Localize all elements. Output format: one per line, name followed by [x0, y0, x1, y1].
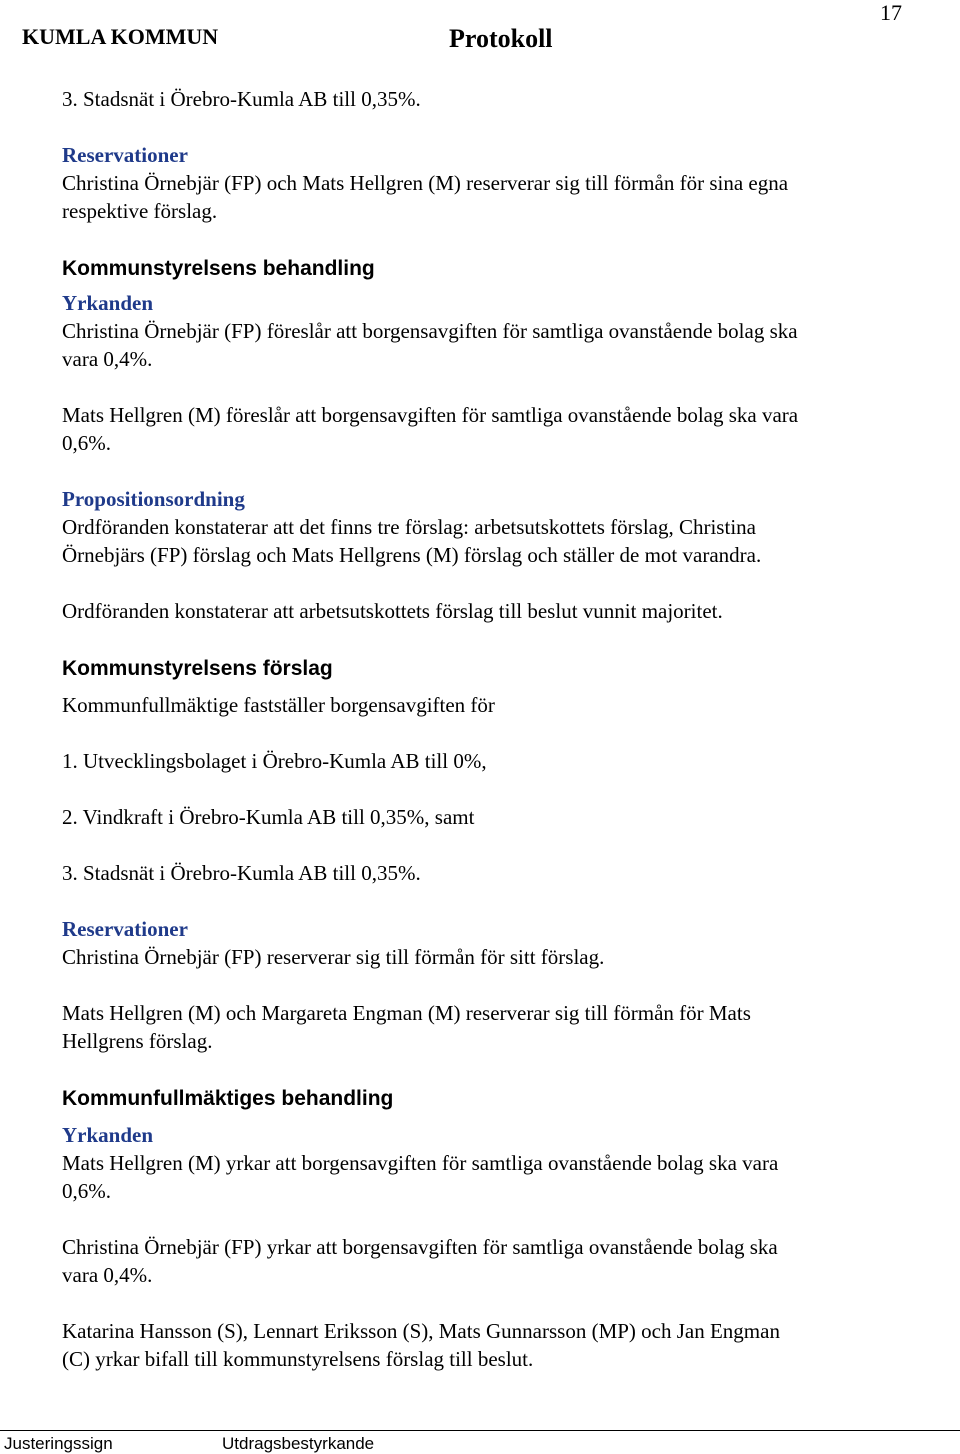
text-line: 0,6%. [62, 431, 111, 455]
section-heading: Propositionsordning [62, 487, 245, 511]
list-item: 3. Stadsnät i Örebro-Kumla AB till 0,35%. [62, 861, 421, 885]
text-line: vara 0,4%. [62, 347, 153, 371]
text-line: Mats Hellgren (M) yrkar att borgensavgiften för samtliga ovanstående bolag ska vara [62, 1151, 779, 1175]
text-line: 3. Stadsnät i Örebro-Kumla AB till 0,35%. [62, 87, 421, 111]
document-type: Protokoll [449, 24, 553, 53]
org-name: KUMLA KOMMUN [22, 24, 219, 49]
text-line: Christina Örnebjär (FP) föreslår att borgensavgiften för samtliga ovanstående bolag ska [62, 319, 798, 343]
section-heading: Reservationer [62, 917, 188, 941]
footer-justeringssign: Justeringssign [4, 1434, 113, 1453]
text-line: Mats Hellgren (M) föreslår att borgensavgiften för samtliga ovanstående bolag ska vara [62, 403, 799, 427]
footer-divider [0, 1430, 960, 1431]
text-line: Ordföranden konstaterar att arbetsutskottets förslag till beslut vunnit majoritet. [62, 599, 723, 623]
text-line: Ordföranden konstaterar att det finns tre förslag: arbetsutskottets förslag, Christina [62, 515, 756, 539]
footer-utdragsbestyrkande: Utdragsbestyrkande [222, 1434, 375, 1453]
list-item: 2. Vindkraft i Örebro-Kumla AB till 0,35%, samt [62, 805, 475, 829]
text-line: Christina Örnebjär (FP) reserverar sig till förmån för sitt förslag. [62, 945, 605, 969]
list-item: 1. Utvecklingsbolaget i Örebro-Kumla AB till 0%, [62, 749, 487, 773]
text-line: (C) yrkar bifall till kommunstyrelsens förslag till beslut. [62, 1347, 534, 1371]
text-line: Hellgrens förslag. [62, 1029, 213, 1053]
text-line: vara 0,4%. [62, 1263, 153, 1287]
text-line: Christina Örnebjär (FP) och Mats Hellgren (M) reserverar sig till förmån för sina egna [62, 171, 789, 195]
section-heading: Kommunstyrelsens behandling [62, 257, 375, 280]
text-line: respektive förslag. [62, 199, 218, 223]
section-heading: Reservationer [62, 143, 188, 167]
section-heading: Kommunfullmäktiges behandling [62, 1087, 394, 1110]
text-line: Mats Hellgren (M) och Margareta Engman (M) reserverar sig till förmån för Mats [62, 1001, 751, 1025]
section-heading: Kommunstyrelsens förslag [62, 657, 333, 680]
text-line: Katarina Hansson (S), Lennart Eriksson (S), Mats Gunnarsson (MP) och Jan Engman [62, 1319, 780, 1343]
page-number: 17 [880, 0, 902, 25]
text-line: Örnebjärs (FP) förslag och Mats Hellgrens (M) förslag och ställer de mot varandra. [62, 543, 762, 567]
text-line: Christina Örnebjär (FP) yrkar att borgensavgiften för samtliga ovanstående bolag ska [62, 1235, 778, 1259]
text-line: 0,6%. [62, 1179, 111, 1203]
section-heading: Yrkanden [62, 1123, 154, 1147]
section-heading: Yrkanden [62, 291, 154, 315]
text-line: Kommunfullmäktige fastställer borgensavgiften för [62, 693, 495, 717]
